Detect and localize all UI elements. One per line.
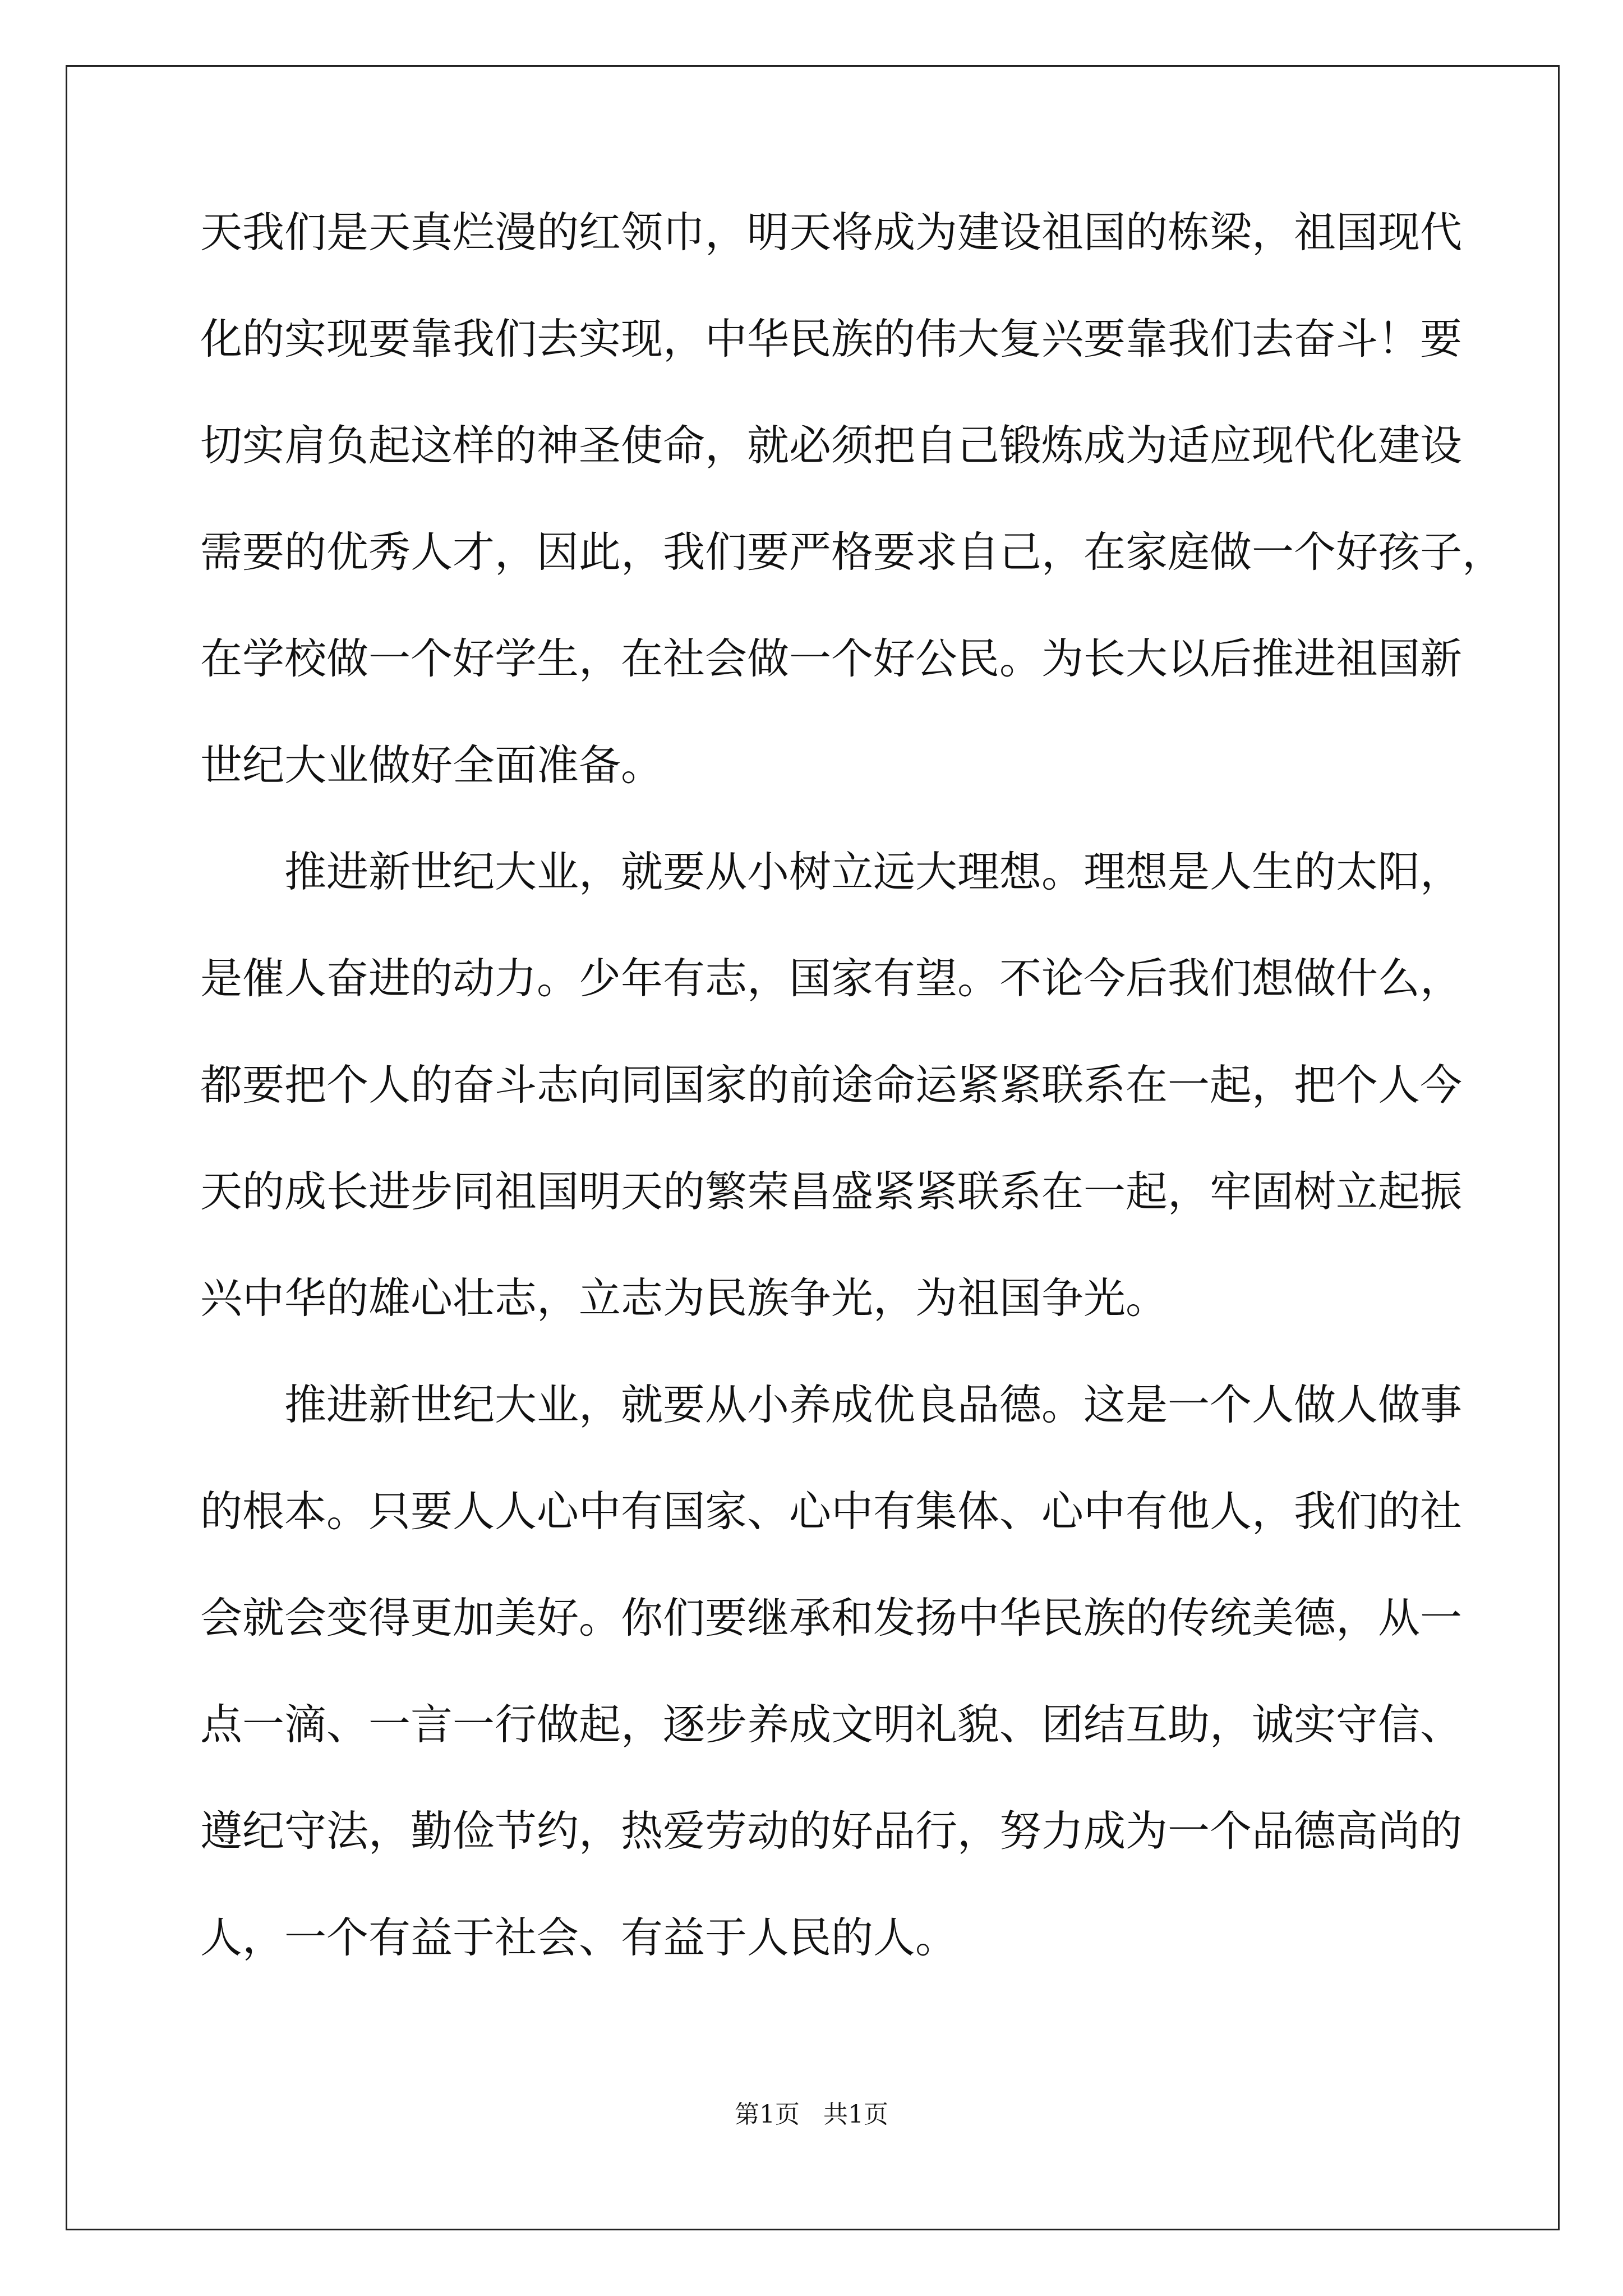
- text-line: 化的实现要靠我们去实现，中华民族的伟大复兴要靠我们去奋斗！要: [200, 314, 1463, 364]
- paragraph-3: [200, 1377, 1463, 2016]
- text-line: 遵纪守法，勤俭节约，热爱劳动的好品行，努力成为一个品德高尚的: [200, 1806, 1463, 1856]
- text-line: 点一滴、一言一行做起，逐步养成文明礼貌、团结互助，诚实守信、: [200, 1700, 1463, 1749]
- page-footer: 第1页 共1页: [735, 2100, 888, 2129]
- text-line: 推进新世纪大业，就要从小养成优良品德。这是一个人做人做事: [284, 1380, 1463, 1429]
- text-line: 兴中华的雄心壮志，立志为民族争光，为祖国争光。: [200, 1273, 1168, 1323]
- paragraph-1: [200, 204, 1505, 844]
- text-line: 切实肩负起这样的神圣使命，就必须把自己锻炼成为适应现代化建设: [200, 421, 1463, 470]
- text-line: 在学校做一个好学生，在社会做一个好公民。为长大以后推进祖国新: [200, 634, 1463, 683]
- text-line: 世纪大业做好全面准备。: [200, 740, 663, 790]
- text-line: 都要把个人的奋斗志向同国家的前途命运紧紧联系在一起，把个人今: [200, 1060, 1463, 1110]
- text-line: 天我们是天真烂漫的红领巾，明天将成为建设祖国的栋梁，祖国现代: [200, 208, 1463, 257]
- paragraph-2: [200, 844, 1463, 1377]
- text-line: 推进新世纪大业，就要从小树立远大理想。理想是人生的太阳，: [284, 847, 1463, 896]
- text-line: 天的成长进步同祖国明天的繁荣昌盛紧紧联系在一起，牢固树立起振: [200, 1167, 1463, 1216]
- text-line: 的根本。只要人人心中有国家、心中有集体、心中有他人，我们的社: [200, 1487, 1463, 1536]
- document-body: [200, 204, 1505, 2016]
- text-line: 人，一个有益于社会、有益于人民的人。: [200, 1913, 958, 1962]
- text-line: 需要的优秀人才，因此，我们要严格要求自己，在家庭做一个好孩子，: [200, 527, 1505, 577]
- text-line: 是催人奋进的动力。少年有志，国家有望。不论今后我们想做什么，: [200, 954, 1463, 1003]
- text-line: 会就会变得更加美好。你们要继承和发扬中华民族的传统美德，从一: [200, 1593, 1463, 1642]
